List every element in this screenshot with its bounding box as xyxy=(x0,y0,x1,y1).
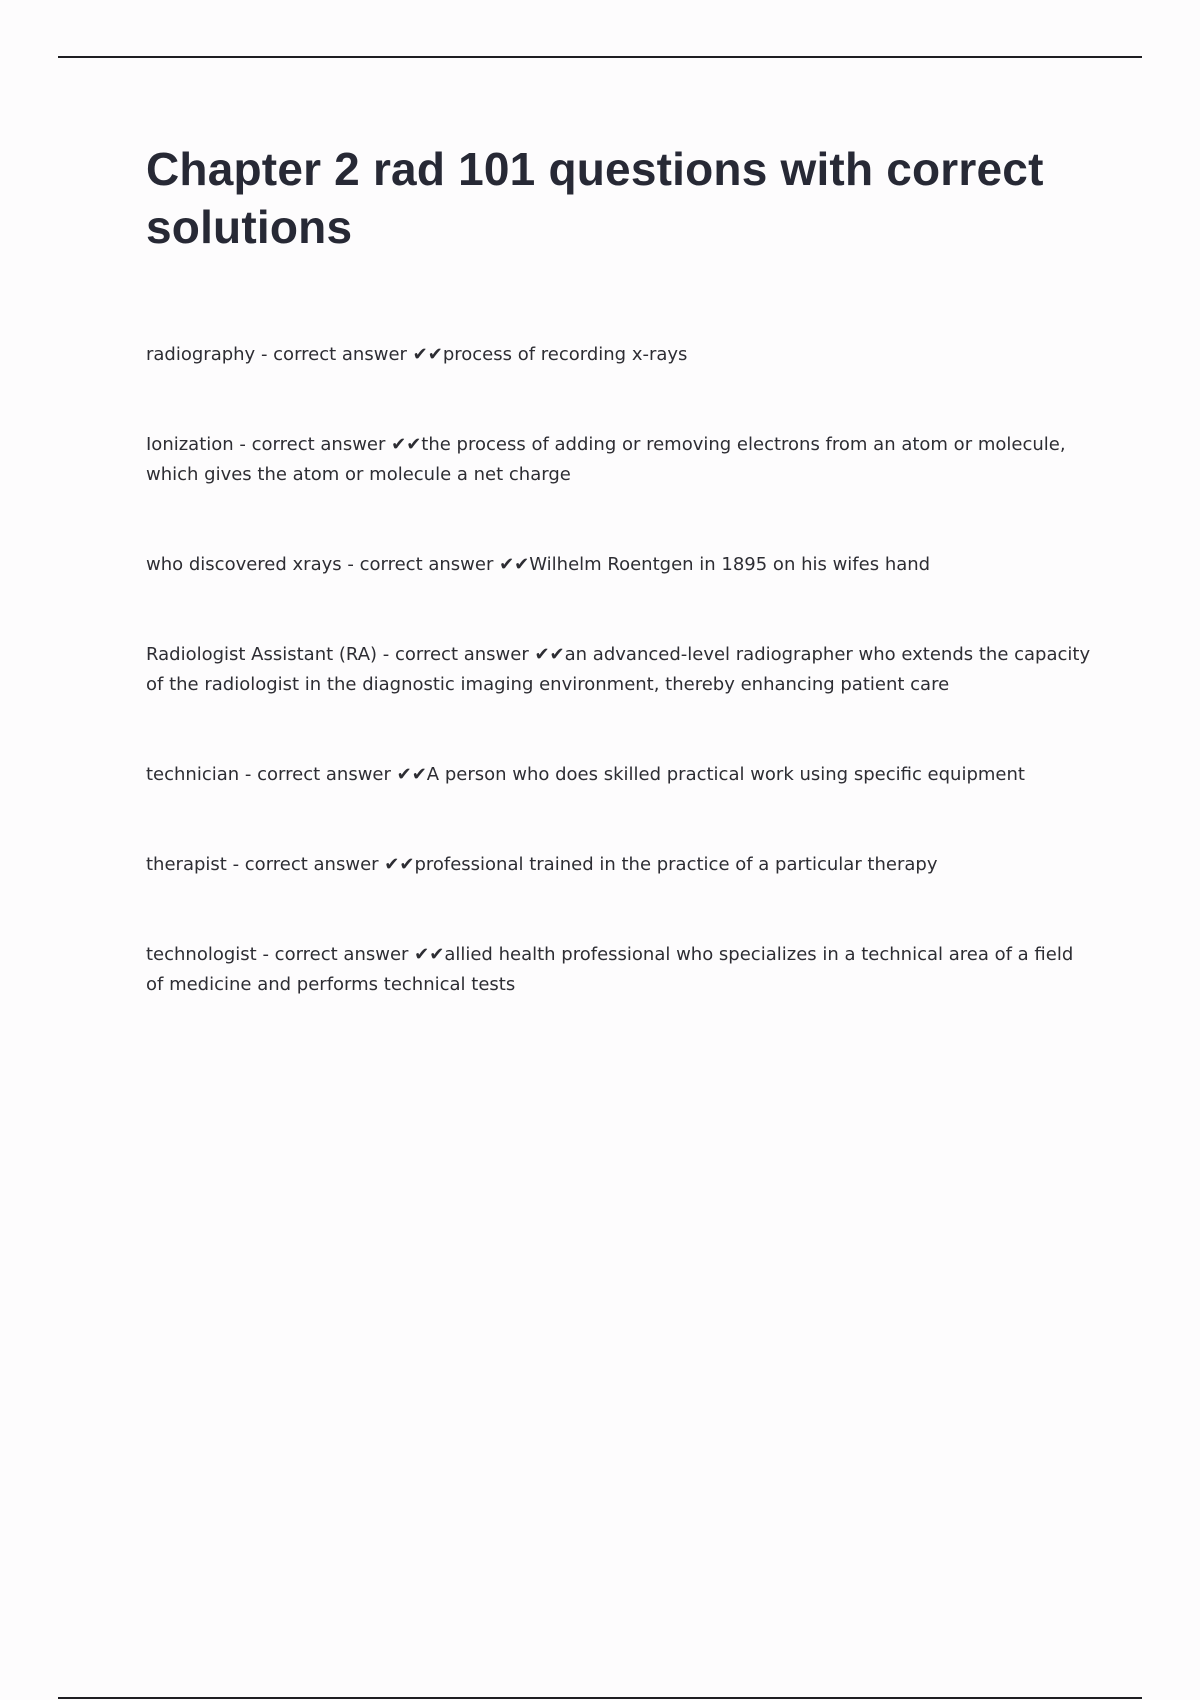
qa-answer: process of recording x-rays xyxy=(442,344,688,365)
document-title: Chapter 2 rad 101 questions with correct solutions xyxy=(146,143,1044,253)
qa-item xyxy=(146,760,1096,790)
qa-item xyxy=(146,340,1096,370)
document-body xyxy=(146,140,1096,1060)
qa-item xyxy=(146,430,1096,490)
qa-item xyxy=(146,940,1096,1000)
qa-term: radiography xyxy=(146,344,256,365)
qa-separator: - correct answer ✔✔ xyxy=(256,944,445,965)
qa-separator: - correct answer ✔✔ xyxy=(239,764,427,785)
qa-item xyxy=(146,640,1096,700)
qa-answer: allied health professional who specializes in a technical area of a field of medicine and performs technical tests xyxy=(146,944,1074,995)
qa-list xyxy=(146,340,1096,1000)
qa-answer: A person who does skilled practical work using specific equipment xyxy=(426,764,1025,785)
qa-answer: the process of adding or removing electrons from an atom or molecule, which gives the atom or molecule a net charge xyxy=(146,434,1066,485)
bottom-rule xyxy=(58,1697,1142,1699)
qa-separator: - correct answer ✔✔ xyxy=(233,434,422,455)
qa-separator: - correct answer ✔✔ xyxy=(226,854,415,875)
qa-term: technician xyxy=(146,764,240,785)
qa-term: Ionization xyxy=(146,434,234,455)
qa-term: technologist xyxy=(146,944,257,965)
qa-answer: professional trained in the practice of a particular therapy xyxy=(414,854,938,875)
qa-answer: Wilhelm Roentgen in 1895 on his wifes hand xyxy=(529,554,931,575)
qa-separator: - correct answer ✔✔ xyxy=(255,344,443,365)
qa-item xyxy=(146,550,1096,580)
qa-term: Radiologist Assistant (RA) xyxy=(146,644,378,665)
top-rule xyxy=(58,56,1142,58)
qa-separator: - correct answer ✔✔ xyxy=(341,554,530,575)
qa-separator: - correct answer ✔✔ xyxy=(377,644,565,665)
qa-term: therapist xyxy=(146,854,227,875)
qa-term: who discovered xrays xyxy=(146,554,342,575)
qa-item xyxy=(146,850,1096,880)
qa-answer: an advanced-level radiographer who extends the capacity of the radiologist in the diagnostic imaging environment, thereby enhancing patient care xyxy=(146,644,1091,695)
